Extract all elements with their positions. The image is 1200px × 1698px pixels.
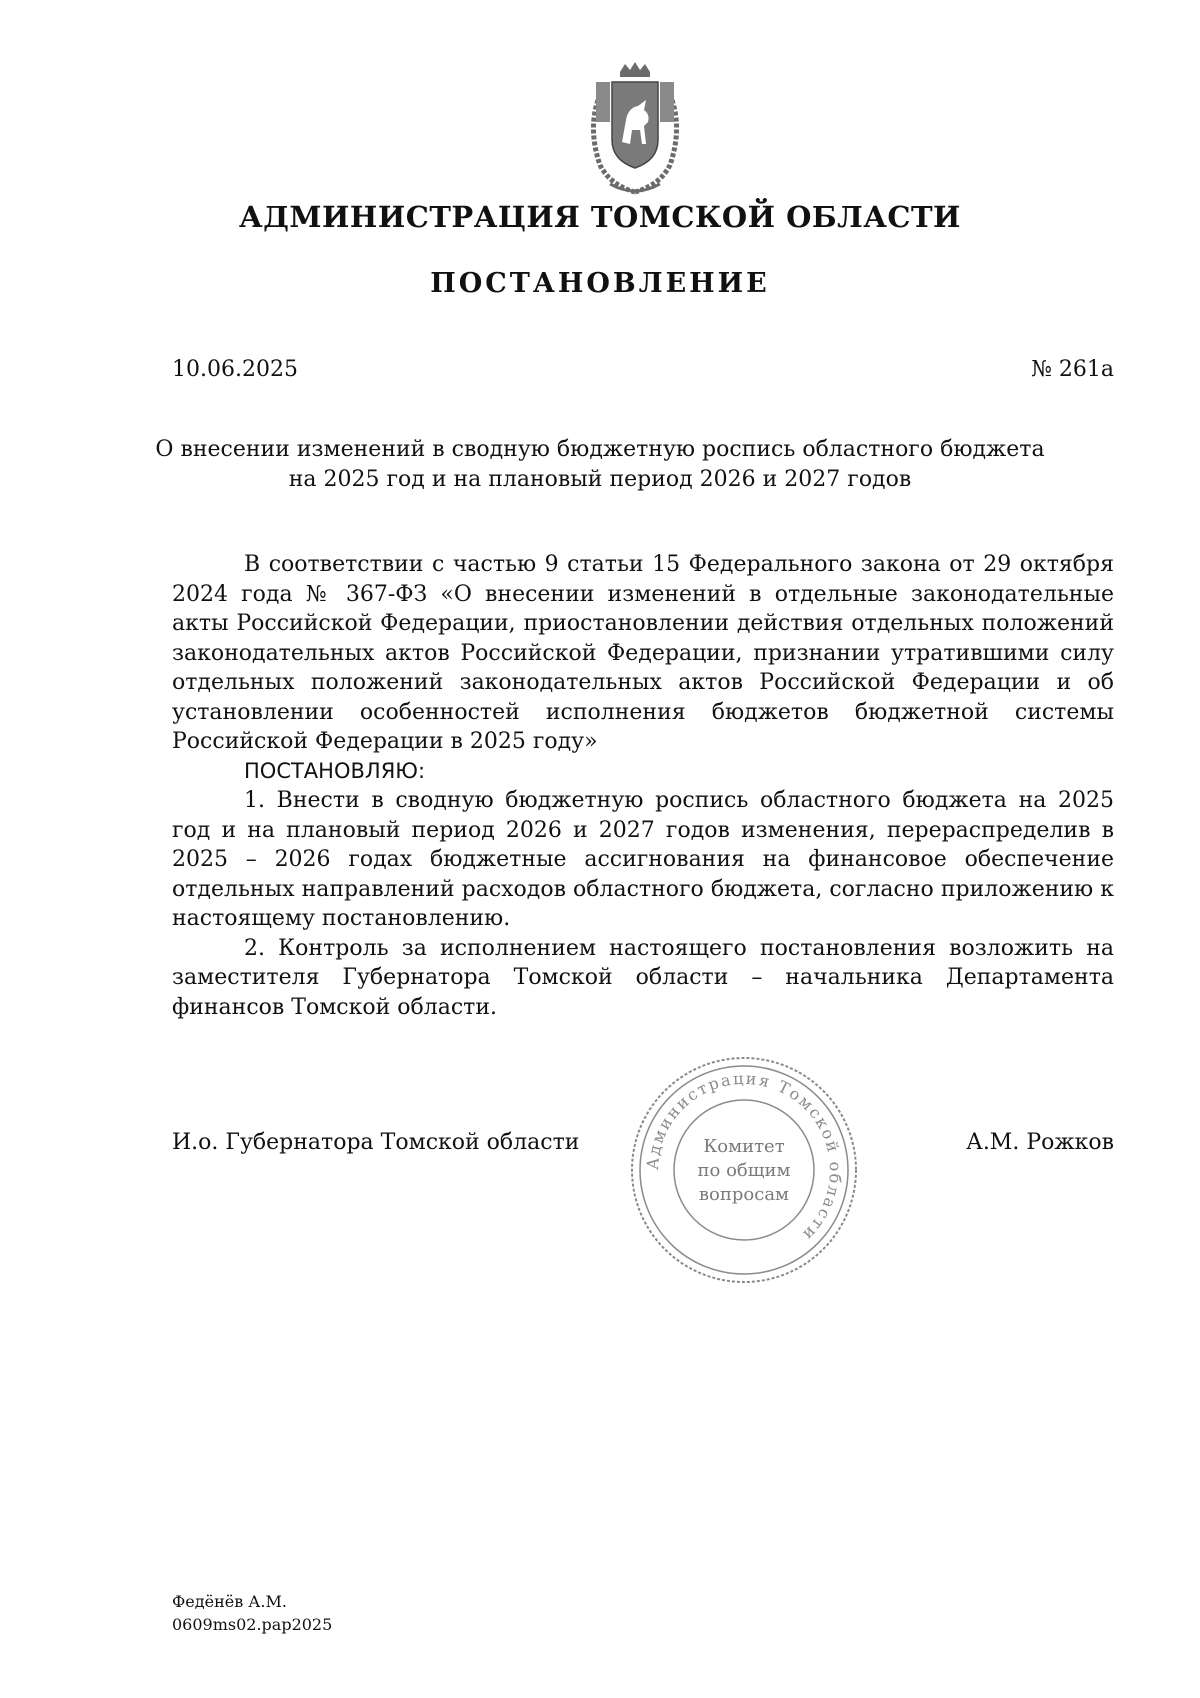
- subject-line: на 2025 год и на плановый период 2026 и 2027 годов: [288, 467, 912, 492]
- coat-of-arms-icon: [580, 60, 690, 200]
- preamble-paragraph: В соответствии с частью 9 статьи 15 Федерального закона от 29 октября 2024 года № 367-ФЗ «О внесении изменений в отдельные законодательные акты Российской Федерации, приостановлении действия отдельных положений законодательных актов Российской Федерации, признании утратившими силу отдельных положений законодательных актов Российской Федерации и об установлении особенностей исполнения бюджетов бюджетной системы Российской Федерации в 2025 году»: [172, 552, 1114, 754]
- signatory-role: И.о. Губернатора Томской области: [172, 1130, 580, 1155]
- organization-title: АДМИНИСТРАЦИЯ ТОМСКОЙ ОБЛАСТИ: [239, 200, 961, 234]
- svg-text:Администрация Томской области: [643, 1069, 845, 1246]
- seal-center-line: вопросам: [698, 1184, 790, 1205]
- document-date: 10.06.2025: [172, 357, 298, 382]
- document-body: [172, 550, 1114, 1022]
- decree-word: ПОСТАНОВЛЯЮ:: [244, 758, 426, 783]
- seal-ring-text: Администрация Томской области: [642, 1068, 846, 1246]
- document-type: ПОСТАНОВЛЕНИЕ: [430, 268, 770, 299]
- seal-center-line: Комитет: [703, 1136, 785, 1157]
- document-subject: [0, 435, 1200, 495]
- subject-line: О внесении изменений в сводную бюджетную роспись областного бюджета: [155, 437, 1045, 462]
- item-paragraph: 2. Контроль за исполнением настоящего постановления возложить на заместителя Губернатора Томской области – начальника Департамента финансов Томской области.: [172, 935, 1114, 1020]
- file-code: 0609ms02.pap2025: [172, 1615, 333, 1634]
- document-number: № 261а: [1031, 357, 1114, 382]
- official-seal-stamp: [626, 1052, 862, 1288]
- seal-center-line: по общим: [697, 1160, 791, 1181]
- signatory-name: А.М. Рожков: [966, 1130, 1114, 1155]
- executor-footer: [172, 1590, 332, 1636]
- executor-name: Федёнёв А.М.: [172, 1592, 287, 1611]
- item-paragraph: 1. Внести в сводную бюджетную роспись областного бюджета на 2025 год и на плановый период 2026 и 2027 годов изменения, перераспределив в 2025 – 2026 годах бюджетные ассигнования на финансовое обеспечение отдельных направлений расходов областного бюджета, согласно приложению к настоящему постановлению.: [172, 788, 1114, 931]
